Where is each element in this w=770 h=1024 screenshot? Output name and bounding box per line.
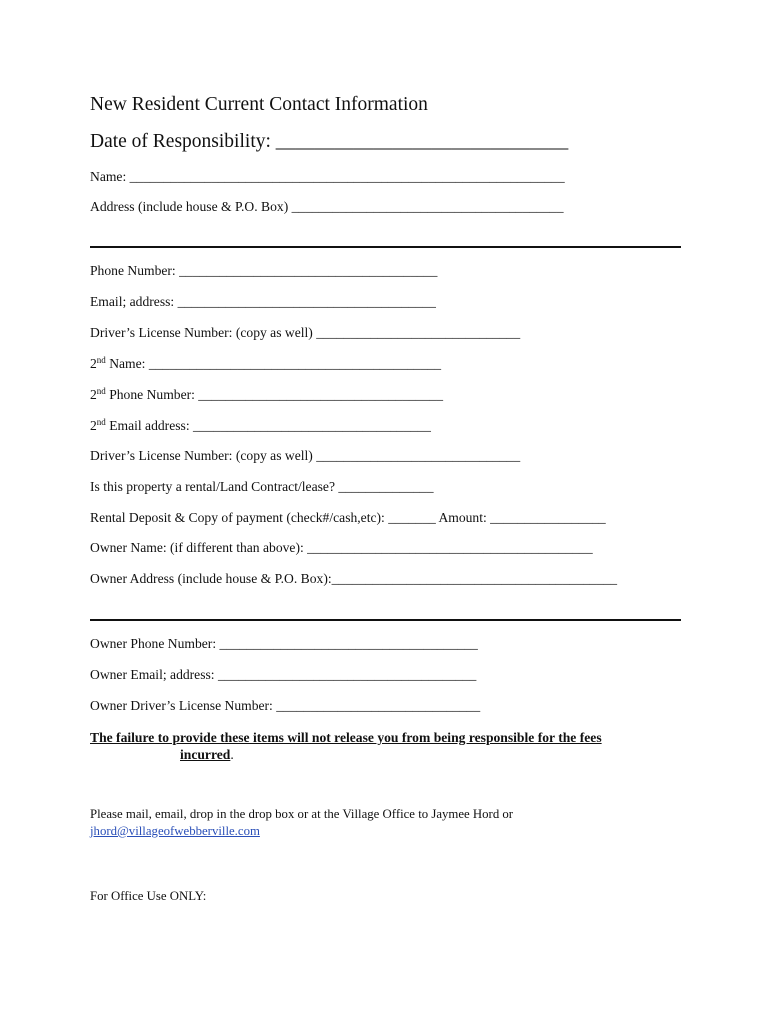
owner-phone-field[interactable]: Owner Phone Number: ______________________________________ bbox=[90, 636, 478, 651]
address-field[interactable]: Address (include house & P.O. Box) ________________________________________ bbox=[90, 199, 564, 214]
email-field[interactable]: Email; address: ______________________________________ bbox=[90, 294, 436, 309]
form-title: New Resident Current Contact Information bbox=[90, 94, 428, 115]
second-phone-label: Phone Number: ____________________________________ bbox=[105, 387, 443, 402]
second-phone-field[interactable] bbox=[90, 386, 443, 403]
ordinal-suffix: nd bbox=[96, 355, 106, 365]
warning-line-1: The failure to provide these items will not release you from being responsible for the fees bbox=[90, 730, 602, 745]
license2-field[interactable]: Driver’s License Number: (copy as well) ______________________________ bbox=[90, 448, 521, 463]
second-name-field[interactable] bbox=[90, 355, 441, 372]
second-prefix: 2 bbox=[90, 356, 97, 371]
warning-incurred: incurred bbox=[180, 747, 231, 762]
email-link[interactable]: jhord@villageofwebberville.com bbox=[90, 824, 260, 838]
office-use-label: For Office Use ONLY: bbox=[90, 889, 207, 903]
second-email-field[interactable] bbox=[90, 417, 431, 434]
warning-period: . bbox=[230, 747, 234, 762]
section-divider bbox=[90, 246, 681, 248]
warning-line-2 bbox=[180, 747, 234, 763]
second-prefix: 2 bbox=[90, 418, 97, 433]
second-prefix: 2 bbox=[90, 387, 97, 402]
rental-field[interactable]: Is this property a rental/Land Contract/lease? ______________ bbox=[90, 479, 434, 494]
mail-instructions: Please mail, email, drop in the drop box or at the Village Office to Jaymee Hord or bbox=[90, 807, 514, 821]
license-field[interactable]: Driver’s License Number: (copy as well) ______________________________ bbox=[90, 325, 521, 340]
second-email-label: Email address: ___________________________________ bbox=[105, 418, 431, 433]
second-name-label: Name: ___________________________________________ bbox=[105, 356, 442, 371]
date-of-responsibility-field[interactable]: Date of Responsibility: ______________________________ bbox=[90, 131, 569, 152]
owner-email-field[interactable]: Owner Email; address: ______________________________________ bbox=[90, 667, 477, 682]
deposit-field[interactable]: Rental Deposit & Copy of payment (check#/cash,etc): _______ Amount: _________________ bbox=[90, 510, 606, 525]
phone-field[interactable]: Phone Number: ______________________________________ bbox=[90, 263, 438, 278]
section-divider bbox=[90, 619, 681, 621]
ordinal-suffix: nd bbox=[96, 386, 106, 396]
owner-address-field[interactable]: Owner Address (include house & P.O. Box):__________________________________________ bbox=[90, 571, 618, 586]
ordinal-suffix: nd bbox=[96, 417, 106, 427]
owner-name-field[interactable]: Owner Name: (if different than above): __________________________________________ bbox=[90, 540, 593, 555]
owner-license-field[interactable]: Owner Driver’s License Number: ______________________________ bbox=[90, 698, 481, 713]
name-field[interactable]: Name: ________________________________________________________________ bbox=[90, 169, 565, 184]
